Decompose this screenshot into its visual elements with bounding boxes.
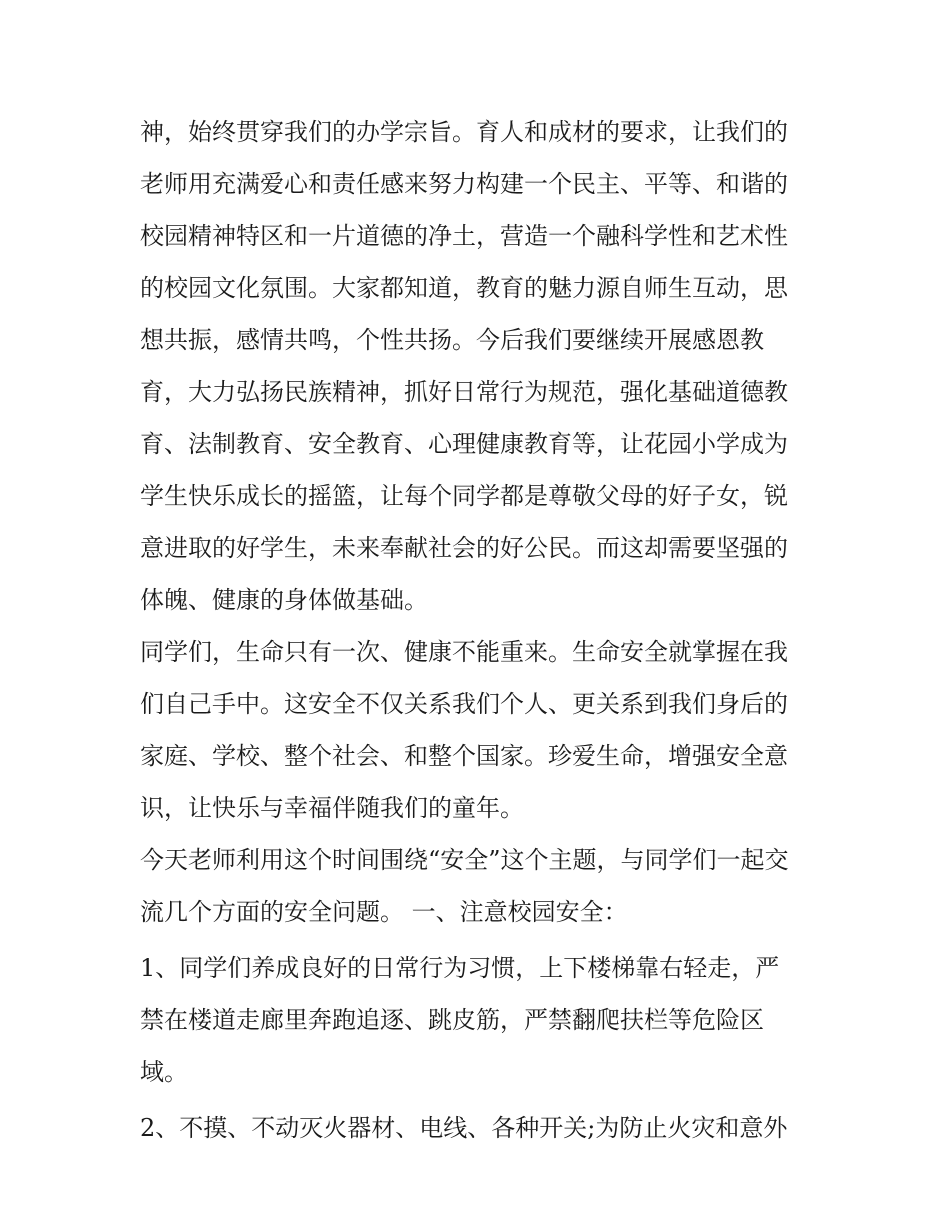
text-line: 神，始终贯穿我们的办学宗旨。育人和成材的要求，让我们的	[140, 118, 788, 146]
text-line: 的校园文化氛围。大家都知道，教育的魅力源自师生互动，思	[140, 274, 788, 302]
text-line: 家庭、学校、整个社会、和整个国家。珍爱生命，增强安全意	[140, 742, 788, 770]
text-line: 校园精神特区和一片道德的净土，营造一个融科学性和艺术性	[140, 222, 788, 250]
text-line: 2、不摸、不动灭火器材、电线、各种开关;为防止火灾和意外	[140, 1114, 788, 1142]
text-line: 体魄、健康的身体做基础。	[140, 586, 428, 614]
text-line: 想共振，感情共鸣，个性共扬。今后我们要继续开展感恩教	[140, 326, 764, 354]
text-line: 禁在楼道走廊里奔跑追逐、跳皮筋，严禁翻爬扶栏等危险区	[140, 1006, 764, 1034]
text-line: 同学们，生命只有一次、健康不能重来。生命安全就掌握在我	[140, 638, 788, 666]
text-line: 老师用充满爱心和责任感来努力构建一个民主、平等、和谐的	[140, 170, 788, 198]
text-line: 域。	[140, 1058, 188, 1086]
text-line: 学生快乐成长的摇篮，让每个同学都是尊敬父母的好子女，锐	[140, 482, 788, 510]
text-line: 们自己手中。这安全不仅关系我们个人、更关系到我们身后的	[140, 690, 788, 718]
text-line: 育、法制教育、安全教育、心理健康教育等，让花园小学成为	[140, 430, 788, 458]
text-line: 育，大力弘扬民族精神，抓好日常行为规范，强化基础道德教	[140, 378, 788, 406]
text-line: 意进取的好学生，未来奉献社会的好公民。而这却需要坚强的	[140, 534, 788, 562]
text-line: 1、同学们养成良好的日常行为习惯，上下楼梯靠右轻走，严	[140, 954, 780, 982]
text-line: 识，让快乐与幸福伴随我们的童年。	[140, 794, 524, 822]
text-line: 今天老师利用这个时间围绕“安全”这个主题，与同学们一起交	[140, 846, 789, 874]
text-line: 流几个方面的安全问题。 一、注意校园安全：	[140, 898, 628, 926]
document-body	[140, 106, 820, 1154]
